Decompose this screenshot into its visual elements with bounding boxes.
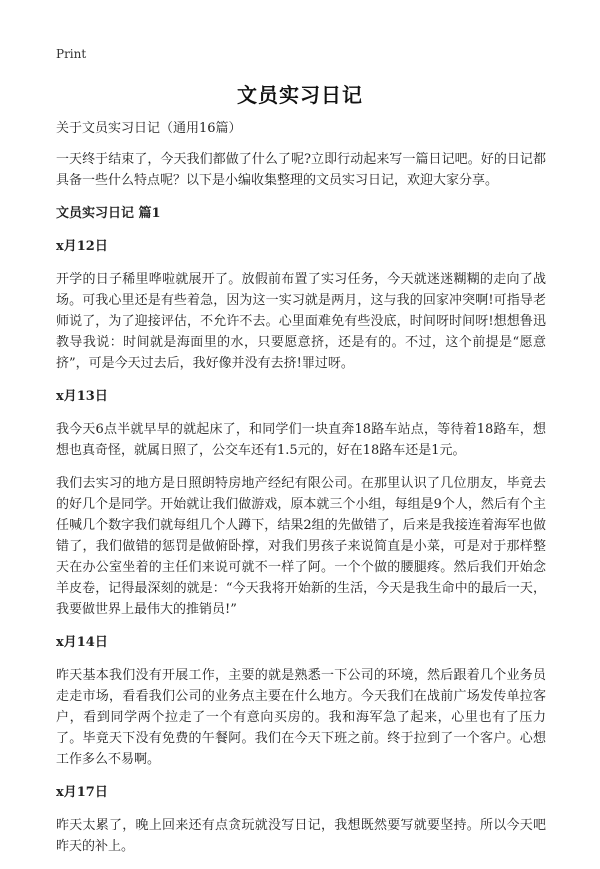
entry-paragraph: 昨天基本我们没有开展工作，主要的就是熟悉一下公司的环境，然后跟着几个业务员走走市场，看看我们公司的业务点主要在什么地方。今天我们在战前广场发传单拉客户，看到同学两个拉走了一个有意向买房的。我和海军急了起来，心里也有了压力了。毕竟天下没有免费的午餐阿。我们在今天下班之前。终于拉到了一个客户。心想工作多么不易啊。 bbox=[56, 668, 546, 767]
print-link[interactable]: Print bbox=[56, 47, 87, 61]
entry-paragraph: 昨天太累了，晚上回来还有点贪玩就没写日记，我想既然要写就要坚持。所以今天吧昨天的补上。 bbox=[56, 818, 546, 854]
entry-date: x月14日 bbox=[56, 635, 108, 650]
intro-paragraph: 一天终于结束了，今天我们都做了什么了呢?立即行动起来写一篇日记吧。好的日记都具备一些什么特点呢？以下是小编收集整理的文员实习日记，欢迎大家分享。 bbox=[56, 152, 546, 188]
entry-paragraph: 我们去实习的地方是日照朗特房地产经纪有限公司。在那里认识了几位朋友，毕竟去的好几个是同学。开始就让我们做游戏，原本就三个小组，每组是9个人，然后有个主任喊几个数字我们就每组几个人蹲下，结果2组的先做错了，后来是我接连着海军也做错了，我们做错的惩罚是做俯卧撑，对我们男孩子来说简直是小菜，可是对于那样整天在办公室坐着的主任们来说可就不一样了阿。一个个做的腰腿疼。然后我们开始念羊皮卷，记得最深刻的就是：“今天我将开始新的生活，今天是我生命中的最后一天，我要做世界上最伟大的推销员!” bbox=[56, 476, 546, 617]
entry-date: x月17日 bbox=[56, 785, 108, 800]
document-subtitle: 关于文员实习日记（通用16篇） bbox=[56, 121, 242, 136]
entry-date: x月13日 bbox=[56, 389, 108, 404]
entry-date: x月12日 bbox=[56, 239, 108, 254]
section-heading: 文员实习日记 篇1 bbox=[56, 206, 161, 221]
entry-paragraph: 我今天6点半就早早的就起床了，和同学们一块直奔18路车站点，等待着18路车，想想也真奇怪，就属日照了，公交车还有1.5元的，好在18路车还是1元。 bbox=[56, 422, 546, 458]
entry-paragraph: 开学的日子稀里哗啦就展开了。放假前布置了实习任务，今天就迷迷糊糊的走向了战场。可我心里还是有些着急，因为这一实习就是两月，这与我的回家冲突啊!可指导老师说了，为了迎接评估，不允许不去。心里面难免有些没底，时间呀时间呀!想想鲁迅教导我说：时间就是海面里的水，只要愿意挤，还是有的。不过，这个前提是“愿意挤”，可是今天过去后，我好像并没有去挤!罪过呀。 bbox=[56, 272, 546, 371]
page-title: 文员实习日记 bbox=[237, 83, 363, 107]
document-body bbox=[56, 118, 546, 869]
